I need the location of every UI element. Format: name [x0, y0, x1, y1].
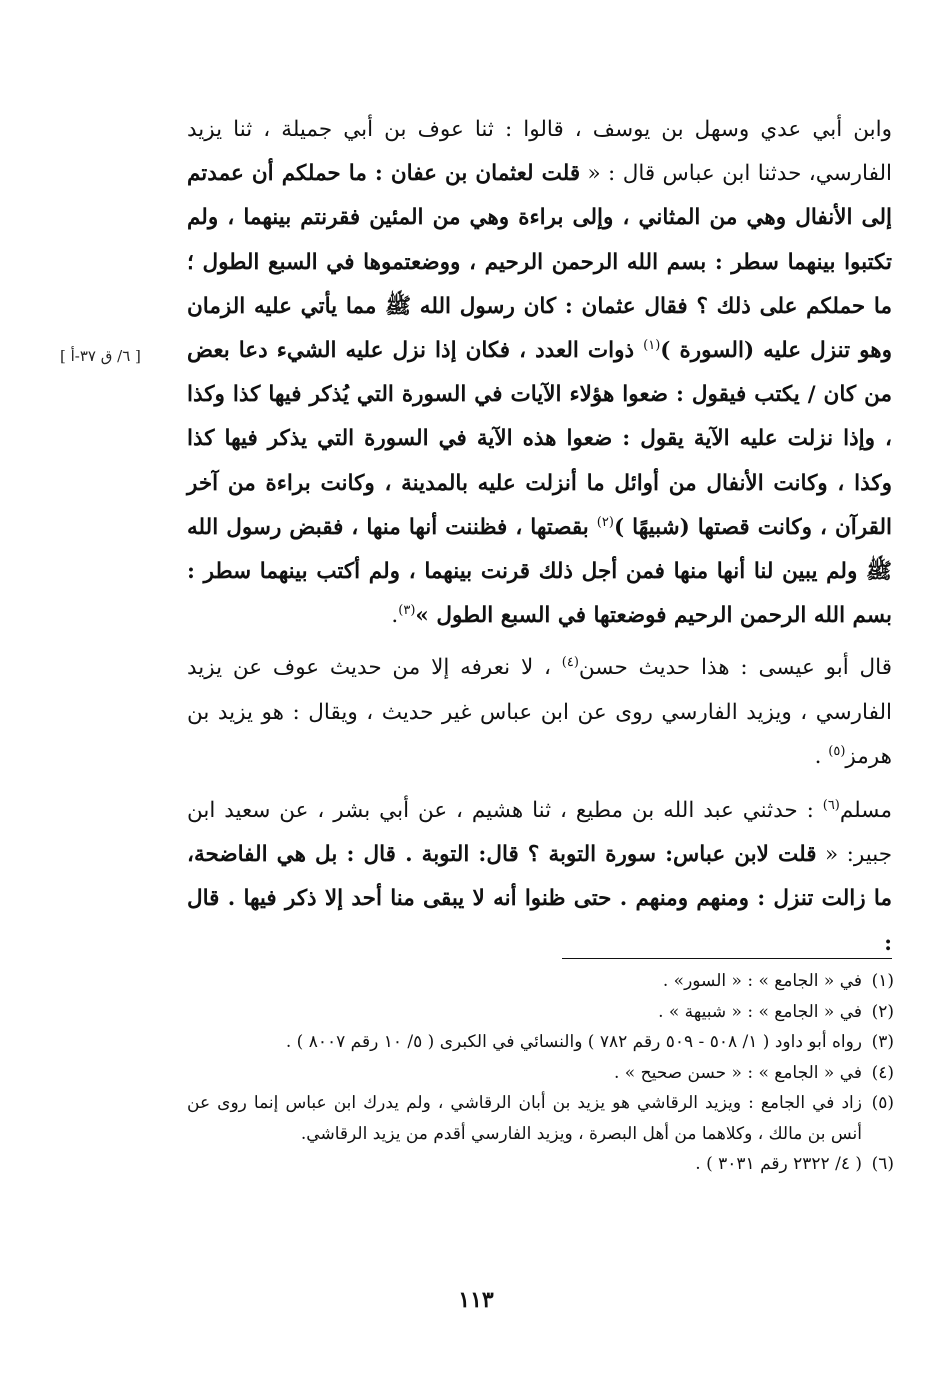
footnote [187, 966, 894, 997]
hadith-quote-text: قلت لعثمان بن عفان : ما حملكم أن عمدتم إلى الأنفال وهي من المثاني ، وإلى براءة وهي من المئين فقرنتم بينهما ، ولم تكتبوا بينهما سطر : بسم الله الرحمن الرحيم ، ووضعتموها في السبع الطول ؛ ما حملكم على ذلك ؟ فقال عثمان : كان رسول الله ﷺ مما يأتي عليه الزمان وهو تنزل عليه (السورة ) [187, 161, 892, 364]
footnote [187, 1149, 894, 1180]
hadith-quote-text: ذوات العدد ، فكان إذا نزل عليه الشيء دعا بعض من كان / يكتب فيقول : ضعوا هؤلاء الآيات في السورة التي يُذكر فيها كذا وكذا ، وإذا نزلت عليه الآية يقول : ضعوا هذه الآية في السورة التي يذكر فيها كذا وكذا ، وكانت الأنفال من أوائل ما أنزلت عليه بالمدينة ، وكانت براءة من آخر القرآن ، وكانت قصتها (شبيهًا ) [187, 338, 892, 540]
footnote-number: (٤) [871, 1062, 894, 1083]
narration-text: . [814, 743, 829, 769]
footnote [187, 1088, 894, 1149]
footnote-reference: (٦) [822, 797, 840, 813]
footnote-reference: (١) [643, 337, 661, 353]
footnote-text: في « الجامع » : « شبيهة » . [658, 1001, 862, 1022]
hadith-quote-text: بقصتها ، فظننت أنها منها ، فقبض رسول الله ﷺ ولم يبين لنا أنها منها فمن أجل ذلك قرنت بينهما ، ولم أكتب بينهما سطر : بسم الله الرحمن الرحيم فوضعتها في السبع الطول » [187, 514, 892, 629]
footnote-text: في « الجامع » : « حسن صحيح » . [613, 1062, 862, 1083]
narration-text: . [391, 603, 399, 629]
footnote-text: في « الجامع » : « السور» . [662, 971, 862, 991]
paragraph-hadith-othman [187, 108, 892, 638]
narration-text: وابن أبي عدي وسهل بن يوسف ، قالوا : ثنا عوف بن أبي جميلة ، ثنا يزيد الفارسي، حدثنا ابن عباس قال : « [187, 117, 892, 187]
narration-text: قال أبو عيسى : هذا حديث حسن [578, 655, 892, 681]
paragraph-muslim-hadith [187, 789, 892, 966]
footnote-number: (١) [871, 971, 894, 991]
footnote-reference: (٤) [561, 655, 579, 671]
footnote-text: زاد في الجامع : ويزيد الرقاشي هو يزيد بن أبان الرقاشي ، ولم يدرك ابن عباس إنما روى عن أنس بن مالك ، وكلاهما من أهل البصرة ، ويزيد الفارسي أقدم من يزيد الرقاشي. [187, 1093, 862, 1144]
page-number: ١١٣ [458, 1287, 494, 1313]
narration-text: : حدثني عبد الله بن مطيع ، ثنا هشيم ، عن أبي بشر ، عن سعيد ابن جبير: « [187, 798, 892, 868]
margin-manuscript-reference: [ ٦/ ق ٣٧-أ ] [60, 347, 141, 365]
footnote-text: ( ٤/ ٢٣٢٢ رقم ٣٠٣١ ) . [695, 1154, 862, 1174]
footnote-separator-line [562, 958, 892, 959]
footnotes-section [187, 966, 894, 1180]
footnote-reference: (٥) [828, 743, 846, 759]
hadith-quote-text: قلت لابن عباس: سورة التوبة ؟ قال: التوبة . قال : بل هي الفاضحة، ما زالت تنزل : ومنهم ومنهم . حتى ظنوا أنه لا يبقى منا أحد إلا ذكر فيها . قال : [187, 842, 892, 956]
footnote-number: (٥) [871, 1093, 894, 1113]
footnote-reference: (٣) [398, 603, 416, 619]
footnote-number: (٣) [871, 1032, 894, 1052]
footnote [187, 1027, 894, 1058]
footnote-number: (٦) [871, 1154, 894, 1174]
footnote-number: (٢) [871, 1001, 894, 1022]
narration-text: مسلم [839, 798, 892, 824]
narration-text: ، لا نعرفه إلا من حديث عوف عن يزيد الفارسي ، ويزيد الفارسي روى عن ابن عباس غير حديث ، ويقال : هو يزيد بن هرمز [187, 655, 892, 769]
footnote [187, 997, 894, 1028]
footnote-reference: (٢) [596, 514, 614, 530]
footnote [187, 1058, 894, 1089]
footnote-text: رواه أبو داود ( ١/ ٥٠٨ - ٥٠٩ رقم ٧٨٢ ) والنسائي في الكبرى ( ٥/ ١٠ رقم ٨٠٠٧ ) . [285, 1032, 862, 1052]
main-text-body [187, 108, 892, 966]
paragraph-abu-isa-comment [187, 646, 892, 779]
